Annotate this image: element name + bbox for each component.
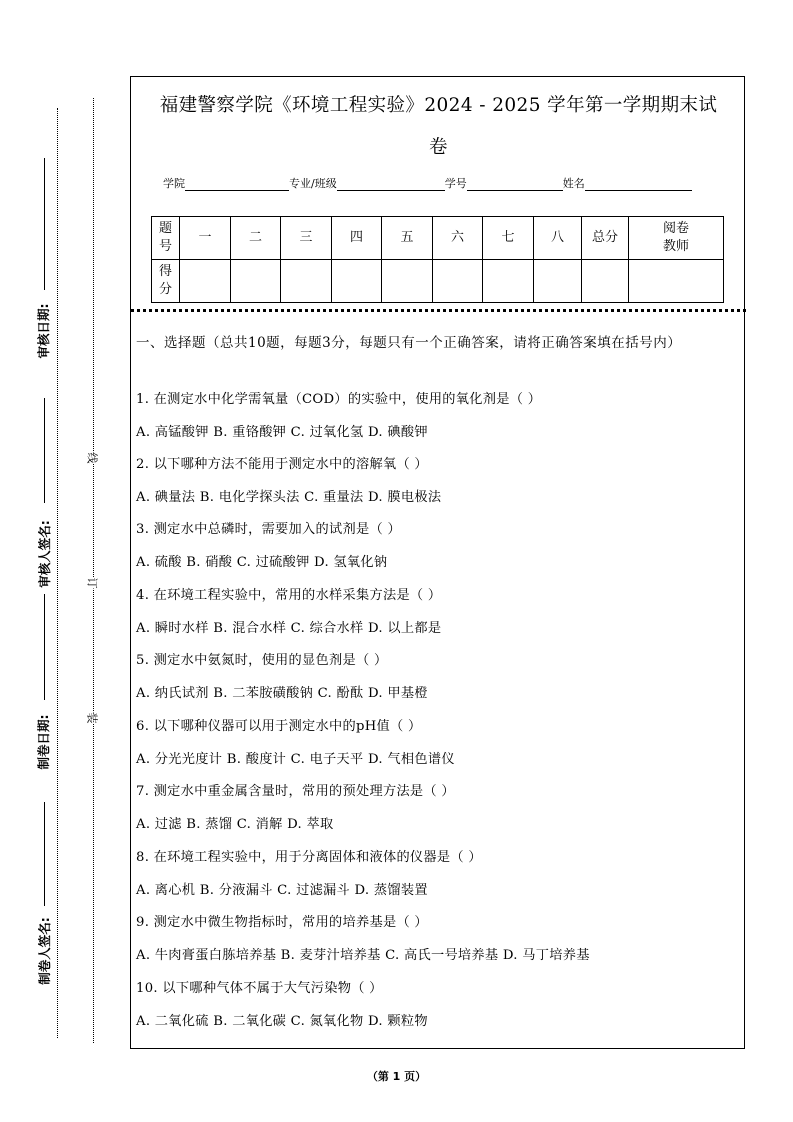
score-label: 得 分 (152, 260, 180, 303)
col-2: 二 (231, 217, 281, 260)
score-cell-8[interactable] (534, 260, 582, 303)
question-4: 4. 在环境工程实验中，常用的水样采集方法是（ ） (136, 588, 442, 603)
college-label: 学院 (163, 177, 185, 190)
score-cell-3[interactable] (281, 260, 332, 303)
col-5: 五 (382, 217, 433, 260)
score-cell-7[interactable] (483, 260, 534, 303)
student-id-label: 学号 (444, 177, 467, 190)
question-3: 3. 测定水中总磷时，需要加入的试剂是（ ） (136, 522, 401, 537)
student-info-row (163, 175, 692, 191)
student-id-blank[interactable] (467, 180, 563, 191)
options-8: A. 离心机 B. 分液漏斗 C. 过滤漏斗 D. 蒸馏装置 (136, 883, 428, 898)
options-6: A. 分光光度计 B. 酸度计 C. 电子天平 D. 气相色谱仪 (136, 752, 455, 767)
page-number: （第 1 页） (366, 1070, 427, 1083)
col-4: 四 (332, 217, 382, 260)
options-2: A. 碘量法 B. 电化学探头法 C. 重量法 D. 膜电极法 (136, 490, 442, 505)
make-date-line (44, 594, 45, 700)
make-date-label: 制卷日期: (36, 714, 51, 770)
question-1: 1. 在测定水中化学需氧量（COD）的实验中，使用的氧化剂是（ ） (136, 392, 542, 407)
name-blank[interactable] (585, 180, 692, 191)
reviewer-teacher-label: 阅卷 教师 (629, 217, 724, 260)
question-2: 2. 以下哪种方法不能用于测定水中的溶解氧（ ） (136, 457, 428, 472)
col-6: 六 (433, 217, 483, 260)
score-cell-2[interactable] (231, 260, 281, 303)
options-10: A. 二氧化硫 B. 二氧化碳 C. 氮氧化物 D. 颗粒物 (136, 1014, 428, 1029)
exam-title-line1: 福建警察学院《环境工程实验》2024 - 2025 学年第一学期期末试 (159, 95, 718, 116)
review-date-line (44, 158, 45, 290)
reviewer-sign-line (44, 398, 45, 503)
options-4: A. 瞬时水样 B. 混合水样 C. 综合水样 D. 以上都是 (136, 621, 442, 636)
options-5: A. 纳氏试剂 B. 二苯胺磺酸钠 C. 酚酞 D. 甲基橙 (136, 686, 428, 701)
bind-order-mark: 订 (85, 577, 99, 589)
options-9: A. 牛肉膏蛋白胨培养基 B. 麦芽汁培养基 C. 高氏一号培养基 D. 马丁培养基 (136, 948, 590, 963)
score-cell-total[interactable] (582, 260, 629, 303)
col-1: 一 (180, 217, 231, 260)
exam-frame (130, 76, 745, 1049)
section1-heading: 一、选择题（总共10题，每题3分，每题只有一个正确答案，请将正确答案填在括号内） (136, 335, 682, 351)
reviewer-sign-label: 审核人签名: (37, 520, 52, 588)
major-blank[interactable] (337, 180, 445, 191)
score-cell-6[interactable] (433, 260, 483, 303)
question-8: 8. 在环境工程实验中，用于分离固体和液体的仪器是（ ） (136, 850, 482, 865)
question-6: 6. 以下哪种仪器可以用于测定水中的pH值（ ） (136, 719, 422, 734)
question-10: 10. 以下哪种气体不属于大气污染物（ ） (136, 981, 383, 996)
score-table (151, 216, 724, 303)
bind-line-mark: 线 (85, 452, 99, 464)
score-cell-4[interactable] (332, 260, 382, 303)
score-cell-reviewer[interactable] (629, 260, 724, 303)
header-separator (131, 309, 746, 312)
maker-sign-line (44, 802, 45, 906)
score-cell-5[interactable] (382, 260, 433, 303)
maker-sign-label: 制卷人签名: (37, 917, 52, 985)
col-3: 三 (281, 217, 332, 260)
bind-dotted-line (93, 98, 94, 1043)
col-8: 八 (534, 217, 582, 260)
col-7: 七 (483, 217, 534, 260)
options-3: A. 硫酸 B. 硝酸 C. 过硫酸钾 D. 氢氧化钠 (136, 555, 388, 570)
options-7: A. 过滤 B. 蒸馏 C. 消解 D. 萃取 (136, 817, 334, 832)
col-total: 总分 (582, 217, 629, 260)
name-label: 姓名 (562, 177, 585, 190)
college-blank[interactable] (185, 180, 289, 191)
score-cell-1[interactable] (180, 260, 231, 303)
score-table-score-row (152, 260, 724, 303)
question-9: 9. 测定水中微生物指标时，常用的培养基是（ ） (136, 915, 428, 930)
question-5: 5. 测定水中氨氮时，使用的显色剂是（ ） (136, 653, 388, 668)
exam-title-line2: 卷 (429, 137, 448, 158)
question-number-label: 题 号 (152, 217, 180, 260)
bind-install-mark: 装 (85, 712, 99, 724)
left-dotted-line (57, 108, 58, 1038)
major-label: 专业/班级 (289, 177, 337, 190)
score-table-header-row (152, 217, 724, 260)
question-7: 7. 测定水中重金属含量时，常用的预处理方法是（ ） (136, 784, 455, 799)
options-1: A. 高锰酸钾 B. 重铬酸钾 C. 过氧化氢 D. 碘酸钾 (136, 425, 428, 440)
review-date-label: 审核日期: (36, 303, 51, 359)
